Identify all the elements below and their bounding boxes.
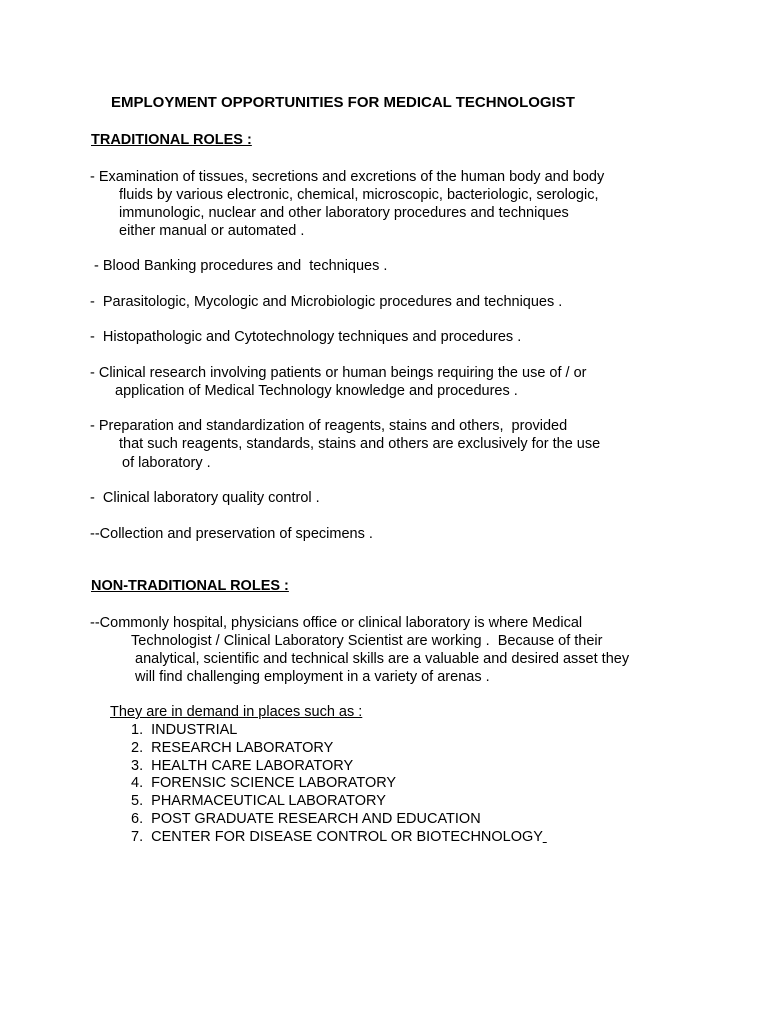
list-item-number: 5. — [131, 793, 144, 809]
list-item-number: 2. — [131, 740, 144, 756]
list-item-number: 6. — [131, 811, 144, 827]
list-item — [131, 792, 386, 810]
list-item — [131, 721, 237, 739]
non-traditional-paragraph-line: will find challenging employment in a variety of arenas . — [135, 669, 490, 685]
list-item-label: POST GRADUATE RESEARCH AND EDUCATION — [151, 811, 481, 827]
list-item — [131, 810, 481, 828]
non-traditional-paragraph-line: Technologist / Clinical Laboratory Scientist are working . Because of their — [131, 633, 603, 649]
list-item-label: RESEARCH LABORATORY — [151, 740, 334, 756]
document-title: EMPLOYMENT OPPORTUNITIES FOR MEDICAL TECHNOLOGIST — [111, 94, 575, 111]
traditional-item-line: immunologic, nuclear and other laboratory procedures and techniques — [119, 205, 569, 221]
traditional-item-line: that such reagents, standards, stains and others are exclusively for the use — [119, 436, 601, 452]
traditional-item-line: - Parasitologic, Mycologic and Microbiologic procedures and techniques . — [90, 294, 563, 310]
list-item — [131, 774, 396, 792]
list-item — [131, 739, 333, 757]
traditional-item-line: - Clinical research involving patients or human beings requiring the use of / or — [90, 365, 587, 381]
non-traditional-paragraph-line: --Commonly hospital, physicians office or clinical laboratory is where Medical — [90, 615, 583, 631]
list-item — [131, 757, 353, 775]
traditional-roles-heading: TRADITIONAL ROLES : — [91, 132, 252, 148]
traditional-item-line: --Collection and preservation of specimens . — [90, 526, 373, 542]
list-item-number: 7. — [131, 829, 144, 845]
traditional-item-line: - Clinical laboratory quality control . — [90, 490, 320, 506]
list-item-number: 3. — [131, 758, 144, 774]
list-item-label: INDUSTRIAL — [151, 722, 238, 738]
list-item-label: FORENSIC SCIENCE LABORATORY — [151, 775, 397, 791]
traditional-item-line: - Preparation and standardization of reagents, stains and others, provided — [90, 418, 568, 434]
traditional-item-line: fluids by various electronic, chemical, microscopic, bacteriologic, serologic, — [119, 187, 599, 203]
traditional-item-line: - Histopathologic and Cytotechnology techniques and procedures . — [90, 329, 522, 345]
traditional-item-line: application of Medical Technology knowledge and procedures . — [115, 383, 518, 399]
traditional-item-line: of laboratory . — [122, 455, 211, 471]
non-traditional-paragraph-line: analytical, scientific and technical skills are a valuable and desired asset they — [135, 651, 630, 667]
traditional-item-line: - Examination of tissues, secretions and excretions of the human body and body — [90, 169, 605, 185]
places-intro: They are in demand in places such as : — [110, 704, 363, 720]
traditional-item-line: - Blood Banking procedures and techniques . — [94, 258, 388, 274]
non-traditional-roles-heading: NON-TRADITIONAL ROLES : — [91, 578, 289, 594]
list-item — [131, 828, 547, 846]
list-item-number: 4. — [131, 775, 144, 791]
list-item-label: PHARMACEUTICAL LABORATORY — [151, 793, 386, 809]
list-item-label: HEALTH CARE LABORATORY — [151, 758, 354, 774]
list-item-label: CENTER FOR DISEASE CONTROL OR BIOTECHNOLOGY — [151, 829, 543, 845]
list-item-number: 1. — [131, 722, 144, 738]
traditional-item-line: either manual or automated . — [119, 223, 305, 239]
